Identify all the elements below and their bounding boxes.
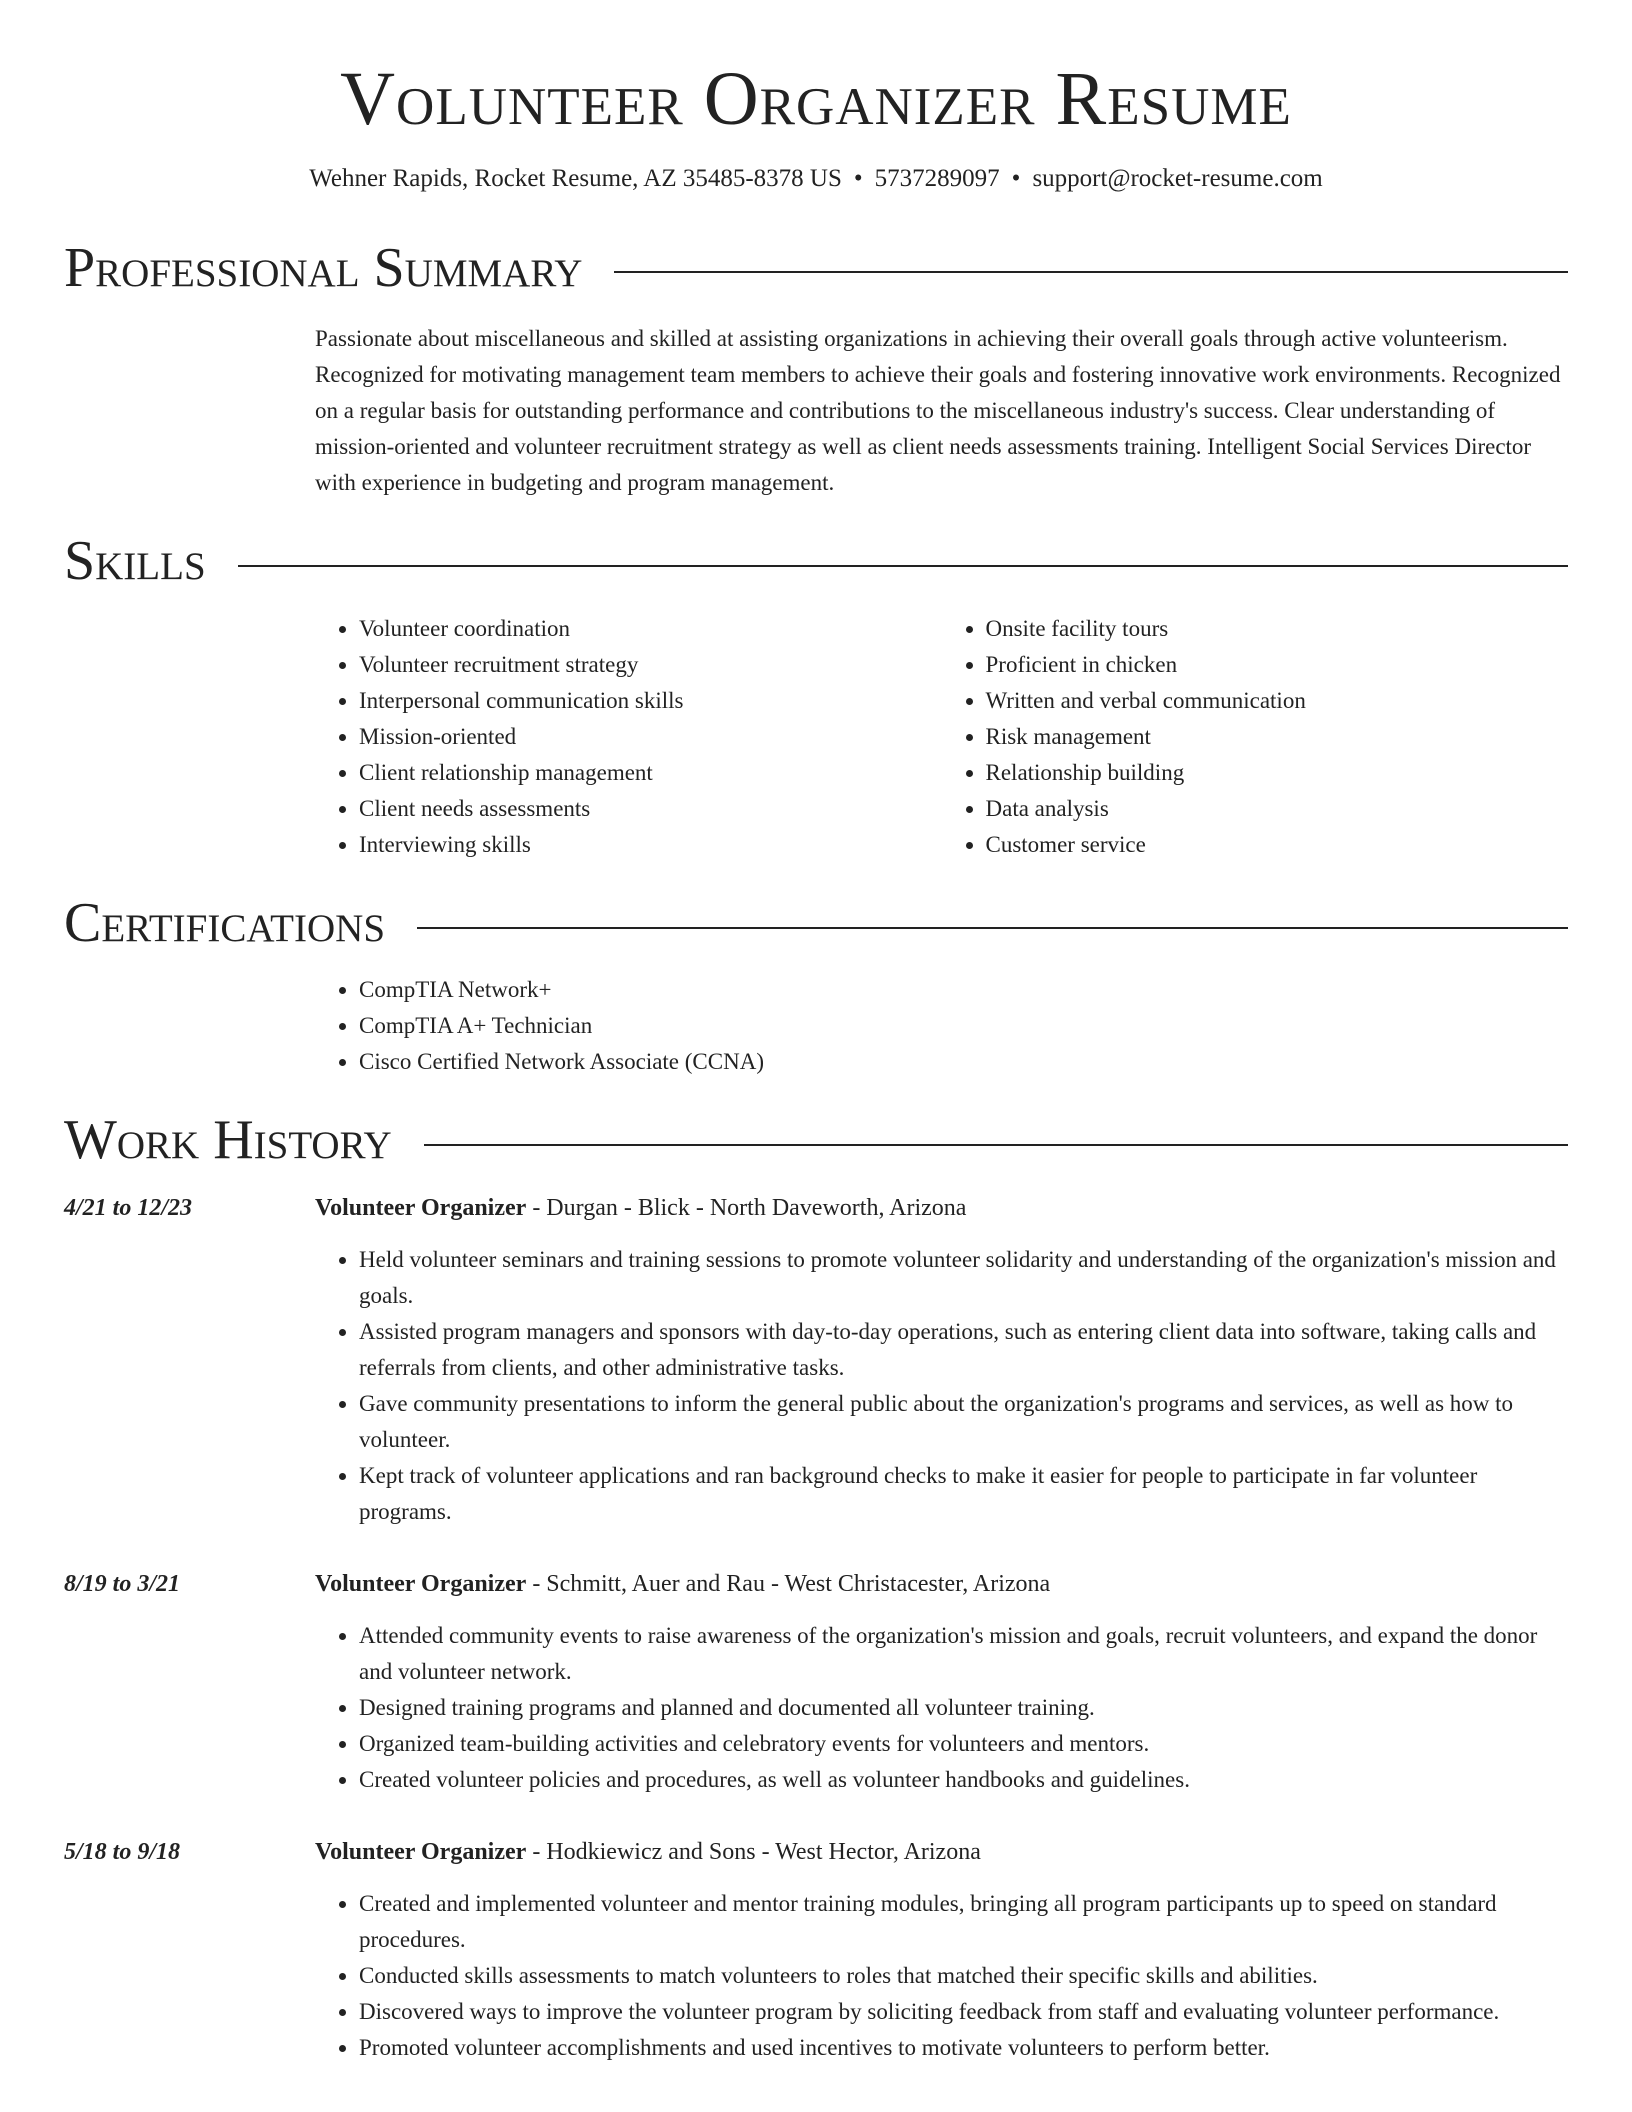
skill-item: • Volunteer recruitment strategy: [359, 647, 942, 683]
certifications-list: [315, 972, 1568, 1080]
job-dates: 4/21 to 12/23: [64, 1194, 193, 1221]
skill-item: • Interviewing skills: [359, 827, 942, 863]
job-company: - Schmitt, Auer and Rau - West Christacester, Arizona: [526, 1570, 1051, 1597]
job-bullets: [315, 1242, 1568, 1530]
certifications-heading: Certifications: [64, 891, 386, 954]
summary-section-header: [64, 238, 1568, 300]
job-bullet: • Designed training programs and planned and documented all volunteer training.: [359, 1690, 1568, 1726]
section-divider: [238, 565, 1568, 567]
job-bullet: • Assisted program managers and sponsors with day-to-day operations, such as entering client data into software, taking calls and referrals from clients, and other administrative tasks.: [359, 1314, 1568, 1386]
skill-item: • Proficient in chicken: [986, 647, 1569, 683]
certification-item: • CompTIA Network+: [359, 972, 1568, 1008]
contact-email: support@rocket-resume.com: [1032, 164, 1323, 192]
job-company: - Hodkiewicz and Sons - West Hector, Arizona: [526, 1838, 981, 1865]
job-header: [315, 1566, 1568, 1602]
work-history-list: [64, 1190, 1568, 2066]
skills-grid: [315, 611, 1568, 863]
job-entry: [64, 1834, 1568, 2066]
skill-item: • Client needs assessments: [359, 791, 942, 827]
skill-item: • Onsite facility tours: [986, 611, 1569, 647]
job-title: Volunteer Organizer: [315, 1194, 527, 1221]
skill-item: • Written and verbal communication: [986, 683, 1569, 719]
skill-item: • Risk management: [986, 719, 1569, 755]
job-bullet: • Created and implemented volunteer and mentor training modules, bringing all program participants up to speed on standard procedures.: [359, 1886, 1568, 1958]
job-bullets: [315, 1618, 1568, 1798]
skill-item: • Volunteer coordination: [359, 611, 942, 647]
certifications-section-header: [64, 893, 1568, 955]
job-bullet: • Gave community presentations to inform the general public about the organization's programs and services, as well as how to volunteer.: [359, 1386, 1568, 1458]
job-dates: 8/19 to 3/21: [64, 1570, 181, 1597]
job-title: Volunteer Organizer: [315, 1838, 527, 1865]
job-body: [315, 1566, 1568, 1798]
job-header: [315, 1834, 1568, 1870]
skill-item: • Relationship building: [986, 755, 1569, 791]
job-header: [315, 1190, 1568, 1226]
job-body: [315, 1190, 1568, 1530]
section-divider: [417, 927, 1568, 929]
work-heading: Work History: [64, 1109, 392, 1172]
contact-line: [64, 164, 1568, 194]
job-entry: [64, 1566, 1568, 1798]
summary-text: Passionate about miscellaneous and skilled at assisting organizations in achieving their overall goals through active volunteerism. Recognized for motivating management team members to achieve their goals and fostering innovative work environments. Recognized on a regular basis for outstanding performance and contributions to the miscellaneous industry's success. Clear understanding of mission-oriented and volunteer recruitment strategy as well as client needs assessments training. Intelligent Social Services Director with experience in budgeting and program management.: [315, 326, 1561, 496]
contact-address: Wehner Rapids, Rocket Resume, AZ 35485-8378 US: [309, 164, 842, 192]
separator-dot: •: [853, 164, 863, 192]
job-entry: [64, 1190, 1568, 1530]
job-dates: 5/18 to 9/18: [64, 1838, 181, 1865]
page-title: Volunteer Organizer Resume: [340, 57, 1292, 141]
job-bullet: • Promoted volunteer accomplishments and used incentives to motivate volunteers to perform better.: [359, 2030, 1568, 2066]
section-divider: [614, 271, 1568, 273]
job-body: [315, 1834, 1568, 2066]
resume-page: [64, 0, 1568, 2066]
job-bullet: • Organized team-building activities and celebratory events for volunteers and mentors.: [359, 1726, 1568, 1762]
work-section-header: [64, 1110, 1568, 1172]
job-title: Volunteer Organizer: [315, 1570, 527, 1597]
job-bullet: • Conducted skills assessments to match volunteers to roles that matched their specific skills and abilities.: [359, 1958, 1568, 1994]
section-divider: [424, 1144, 1568, 1146]
job-bullet: • Kept track of volunteer applications and ran background checks to make it easier for people to participate in far volunteer programs.: [359, 1458, 1568, 1530]
skill-item: • Customer service: [986, 827, 1569, 863]
skill-item: • Client relationship management: [359, 755, 942, 791]
job-bullets: [315, 1886, 1568, 2066]
certification-item: • CompTIA A+ Technician: [359, 1008, 1568, 1044]
job-bullet: • Held volunteer seminars and training sessions to promote volunteer solidarity and understanding of the organization's mission and goals.: [359, 1242, 1568, 1314]
certifications-block: [315, 972, 1568, 1080]
certification-item: • Cisco Certified Network Associate (CCNA): [359, 1044, 1568, 1080]
skill-item: • Mission-oriented: [359, 719, 942, 755]
job-bullet: • Created volunteer policies and procedures, as well as volunteer handbooks and guidelines.: [359, 1762, 1568, 1798]
job-company: - Durgan - Blick - North Daveworth, Arizona: [526, 1194, 967, 1221]
summary-heading: Professional Summary: [64, 236, 583, 299]
skills-right-list: [942, 611, 1569, 863]
separator-dot: •: [1011, 164, 1021, 192]
skill-item: • Interpersonal communication skills: [359, 683, 942, 719]
job-bullet: • Discovered ways to improve the volunteer program by soliciting feedback from staff and evaluating volunteer performance.: [359, 1994, 1568, 2030]
skills-left-list: [315, 611, 942, 863]
job-bullet: • Attended community events to raise awareness of the organization's mission and goals, recruit volunteers, and expand the donor and volunteer network.: [359, 1618, 1568, 1690]
skills-heading: Skills: [64, 530, 206, 593]
skills-section-header: [64, 531, 1568, 593]
skill-item: • Data analysis: [986, 791, 1569, 827]
contact-phone: 5737289097: [874, 164, 1000, 192]
